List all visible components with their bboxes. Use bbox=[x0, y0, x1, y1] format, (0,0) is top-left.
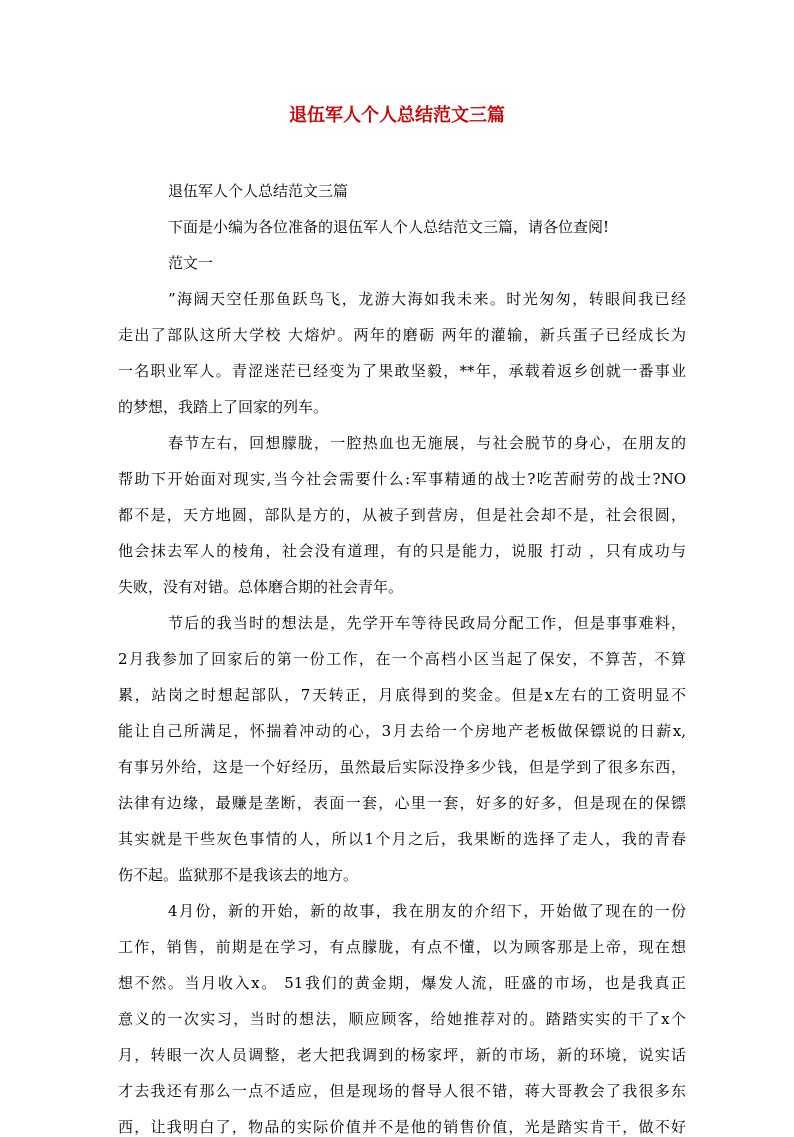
text-line: 范文一 bbox=[168, 254, 214, 272]
text-line: 其实就是干些灰色事情的人，所以1个月之后，我果断的选择了走人，我的青春 bbox=[118, 830, 686, 848]
document-title: 退伍军人个人总结范文三篇 bbox=[289, 105, 505, 126]
text-line: 工作，销售，前期是在学习，有点朦胧，有点不懂，以为顾客那是上帝，现在想 bbox=[118, 938, 686, 956]
text-line: 有事另外给，这是一个好经历，虽然最后实际没挣多少钱，但是学到了很多东西， bbox=[118, 758, 686, 776]
text-line: 月，转眼一次人员调整，老大把我调到的杨家坪，新的市场，新的环境，说实话 bbox=[118, 1046, 686, 1064]
text-line: 的梦想，我踏上了回家的列车。 bbox=[118, 398, 329, 416]
text-line: 一名职业军人。青涩迷茫已经变为了果敢坚毅，**年，承载着返乡创就一番事业 bbox=[118, 362, 686, 380]
text-line: 帮助下开始面对现实,当今社会需要什么:军事精通的战士?吃苦耐劳的战士?NO bbox=[118, 470, 686, 488]
text-line: 春节左右，回想朦胧，一腔热血也无施展，与社会脱节的身心，在朋友的 bbox=[168, 434, 686, 452]
text-line: 才去我还有那么一点不适应，但是现场的督导人很不错，蒋大哥教会了我很多东 bbox=[118, 1082, 686, 1100]
text-line: 2月我参加了回家后的第一份工作，在一个高档小区当起了保安，不算苦，不算 bbox=[118, 650, 686, 668]
text-line: 累，站岗之时想起部队，7天转正，月底得到的奖金。但是x左右的工资明显不 bbox=[118, 686, 686, 704]
text-line: 西，让我明白了，物品的实际价值并不是他的销售价值，光是踏实肯干，做不好 bbox=[118, 1118, 686, 1136]
text-line: 能让自己所满足，怀揣着冲动的心，3月去给一个房地产老板做保镖说的日薪x, bbox=[118, 722, 686, 740]
text-line: 他会抹去军人的棱角，社会没有道理，有的只是能力，说服 打动 ，只有成功与 bbox=[118, 542, 686, 560]
text-line: ”海阔天空任那鱼跃鸟飞，龙游大海如我未来。时光匆匆，转眼间我已经 bbox=[168, 290, 686, 308]
text-line: 失败，没有对错。总体磨合期的社会青年。 bbox=[118, 578, 404, 596]
text-line: 4月份，新的开始，新的故事，我在朋友的介绍下，开始做了现在的一份 bbox=[168, 902, 686, 920]
text-line: 法律有边缘，最赚是垄断，表面一套，心里一套，好多的好多，但是现在的保镖 bbox=[118, 794, 686, 812]
text-line: 都不是，天方地圆，部队是方的，从被子到营房，但是社会却不是，社会很圆， bbox=[118, 506, 686, 524]
text-line: 伤不起。监狱那不是我该去的地方。 bbox=[118, 866, 359, 884]
text-line: 意义的一次实习，当时的想法，顺应顾客，给她推荐对的。踏踏实实的干了x个 bbox=[118, 1010, 686, 1028]
text-line: 想不然。当月收入x。 51我们的黄金期，爆发人流，旺盛的市场，也是我真正 bbox=[118, 974, 686, 992]
text-line: 节后的我当时的想法是，先学开车等待民政局分配工作，但是事事难料， bbox=[168, 614, 686, 632]
text-line: 走出了部队这所大学校 大熔炉。两年的磨砺 两年的灌输，新兵蛋子已经成长为 bbox=[118, 326, 686, 344]
text-line: 退伍军人个人总结范文三篇 bbox=[168, 182, 349, 200]
text-line: 下面是小编为各位准备的退伍军人个人总结范文三篇，请各位查阅! bbox=[168, 218, 610, 236]
